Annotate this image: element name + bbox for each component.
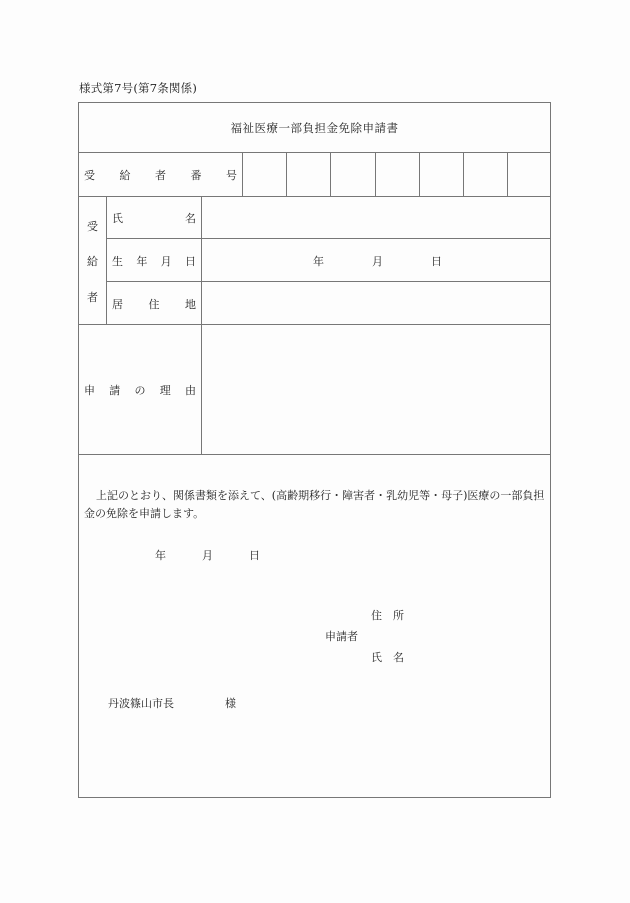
reason-label: 申 請 の 理 由: [84, 384, 196, 397]
recipient-number-digit-6[interactable]: [464, 153, 507, 196]
applicant-label: 申請者: [325, 630, 358, 643]
reason-field[interactable]: [202, 325, 551, 454]
name-field[interactable]: [202, 197, 551, 238]
addressee-honorific: 様: [225, 697, 236, 710]
divider: [106, 196, 107, 324]
applicant-name-label: 氏 名: [371, 651, 404, 664]
application-month-label: 月: [202, 549, 213, 562]
birth-date-label: 生 年 月 日: [112, 255, 196, 268]
residence-field[interactable]: [202, 282, 551, 324]
form-title: 福祉医療一部負担金免除申請書: [230, 121, 399, 135]
recipient-number-label: 受 給 者 番 号: [84, 169, 237, 182]
recipient-group-label-1: 受: [87, 220, 98, 233]
recipient-number-digit-4[interactable]: [376, 153, 419, 196]
recipient-number-digit-5[interactable]: [420, 153, 463, 196]
residence-label: 居 住 地: [112, 298, 196, 311]
application-day-label: 日: [249, 549, 260, 562]
recipient-number-digit-7[interactable]: [508, 153, 551, 196]
applicant-address-label: 住 所: [371, 609, 404, 622]
recipient-number-digit-1[interactable]: [243, 153, 286, 196]
applicant-name-field[interactable]: [412, 646, 547, 664]
recipient-group-label-2: 給: [87, 255, 98, 268]
addressee-name: 丹波篠山市長: [108, 697, 174, 710]
recipient-group-label-3: 者: [87, 291, 98, 304]
birth-month-label: 月: [372, 255, 383, 268]
recipient-number-digit-3[interactable]: [331, 153, 375, 196]
birth-day-label: 日: [431, 255, 442, 268]
form-id: 様式第7号(第7条関係): [79, 81, 198, 95]
divider: [78, 454, 551, 455]
recipient-number-digit-2[interactable]: [287, 153, 330, 196]
statement-text: 上記のとおり、関係書類を添えて、(高齢期移行・障害者・乳幼児等・母子)医療の一部負担金の免除を申請します。: [84, 489, 545, 520]
birth-year-label: 年: [313, 255, 324, 268]
applicant-address-field[interactable]: [412, 604, 547, 622]
application-year-label: 年: [155, 549, 166, 562]
name-label: 氏 名: [112, 212, 196, 225]
